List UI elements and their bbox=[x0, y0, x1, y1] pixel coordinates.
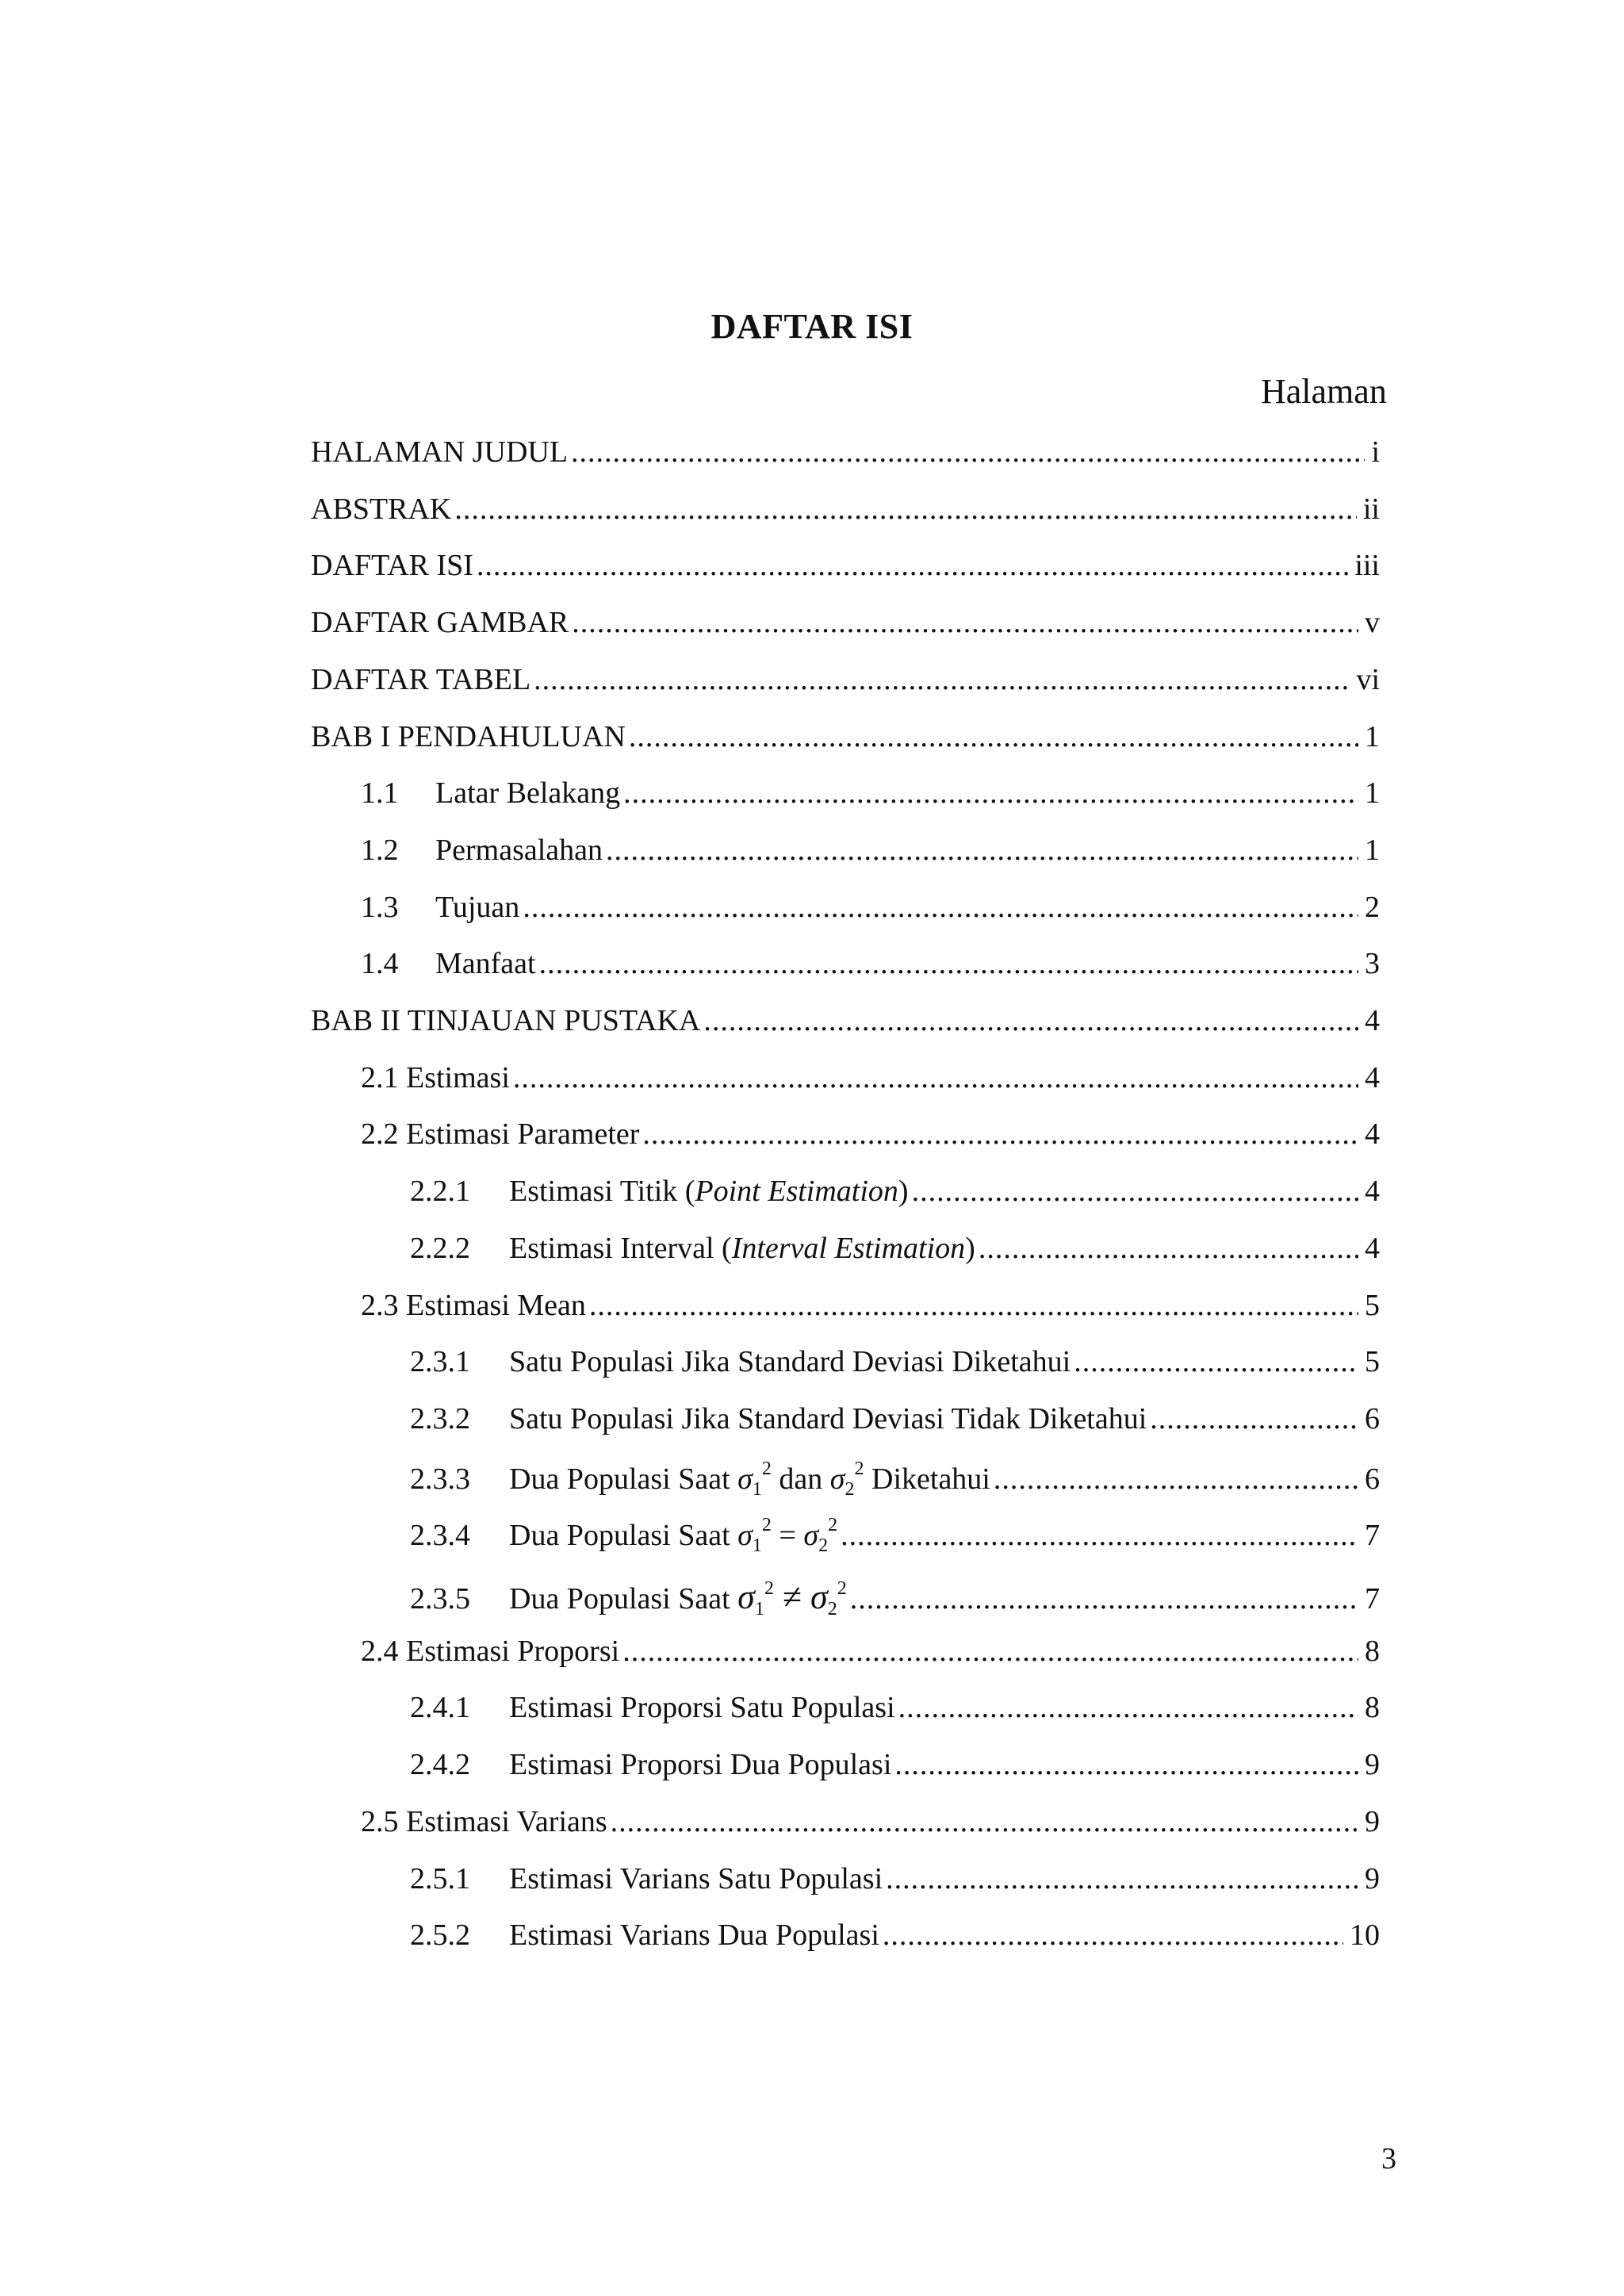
toc-title-segment: Estimasi Interval ( bbox=[509, 1231, 732, 1265]
toc-entry bbox=[410, 1861, 1380, 1912]
dot-leader bbox=[611, 1804, 1358, 1839]
dot-leader bbox=[513, 1060, 1358, 1095]
toc-entry bbox=[361, 833, 1380, 884]
page-title: DAFTAR ISI bbox=[710, 307, 914, 346]
toc-entry-page: 10 bbox=[1350, 1918, 1380, 1953]
toc-entry-title bbox=[435, 776, 620, 811]
toc-title-segment: dan bbox=[771, 1462, 830, 1496]
toc-title-segment: 2.5 Estimasi Varians bbox=[361, 1804, 607, 1838]
dot-leader bbox=[883, 1918, 1343, 1953]
toc-entry-number: 1.2 bbox=[361, 833, 399, 867]
dot-leader bbox=[703, 1003, 1358, 1038]
toc-title-segment: DAFTAR TABEL bbox=[311, 662, 531, 696]
toc-entry bbox=[410, 1577, 1380, 1627]
toc-title-segment: 1 bbox=[752, 1478, 762, 1500]
toc-entry-title bbox=[311, 435, 568, 470]
toc-entry-title bbox=[509, 1344, 1071, 1379]
toc-entry bbox=[311, 605, 1380, 656]
toc-entry-page: 5 bbox=[1365, 1288, 1380, 1322]
toc-entry-page: vi bbox=[1356, 662, 1380, 696]
dot-leader bbox=[571, 435, 1365, 470]
toc-entry-number: 2.2.1 bbox=[410, 1175, 470, 1209]
toc-entry-title bbox=[311, 492, 451, 527]
toc-title-segment: σ bbox=[737, 1462, 753, 1496]
toc-entry-page: 4 bbox=[1365, 1175, 1380, 1209]
toc-title-segment: 1 bbox=[752, 1535, 762, 1557]
toc-entry-page: 9 bbox=[1365, 1748, 1380, 1782]
toc-entry-page: 4 bbox=[1365, 1060, 1380, 1094]
toc-entry bbox=[410, 1690, 1380, 1741]
toc-entry-title bbox=[361, 1117, 639, 1152]
toc-entry-title bbox=[311, 548, 473, 583]
toc-title-segment: Interval Estimation bbox=[731, 1231, 966, 1265]
toc-title-segment: Manfaat bbox=[435, 947, 536, 981]
toc-entry bbox=[361, 776, 1380, 826]
toc-title-segment: 2.2 Estimasi Parameter bbox=[361, 1117, 640, 1152]
toc-entry bbox=[311, 435, 1380, 485]
toc-title-segment: Satu Populasi Jika Standard Deviasi Tidak Diketahui bbox=[509, 1401, 1147, 1435]
toc-title-segment: 2 bbox=[845, 1478, 855, 1500]
dot-leader bbox=[994, 1462, 1358, 1497]
toc-title-segment: DAFTAR GAMBAR bbox=[311, 606, 569, 640]
toc-title-segment: BAB II TINJAUAN PUSTAKA bbox=[311, 1004, 701, 1037]
dot-leader bbox=[912, 1174, 1358, 1209]
toc-title-segment: 2.4 Estimasi Proporsi bbox=[361, 1634, 620, 1668]
toc-title-segment: Dua Populasi Saat bbox=[509, 1582, 738, 1616]
toc-entry-page: 3 bbox=[1365, 947, 1380, 981]
toc-entry-page: 9 bbox=[1365, 1804, 1380, 1838]
toc-title-segment: σ bbox=[803, 1519, 819, 1553]
toc-entry-title bbox=[361, 1288, 586, 1323]
dot-leader bbox=[477, 548, 1348, 583]
toc-entry-page: 1 bbox=[1365, 719, 1380, 753]
dot-leader bbox=[841, 1518, 1358, 1553]
toc-entry bbox=[361, 1060, 1380, 1111]
toc-title-segment: 2 bbox=[827, 1599, 837, 1619]
toc-entry-page: 4 bbox=[1365, 1004, 1380, 1037]
toc-entry-number: 2.4.2 bbox=[410, 1748, 470, 1782]
toc-title-segment: DAFTAR ISI bbox=[311, 549, 473, 583]
toc-entry-title bbox=[435, 890, 519, 925]
toc-entry-number: 2.3.4 bbox=[410, 1519, 470, 1553]
toc-entry-number: 1.3 bbox=[361, 890, 399, 924]
toc-entry-number: 2.2.2 bbox=[410, 1231, 470, 1265]
dot-leader bbox=[589, 1288, 1358, 1323]
toc-entry-page: 4 bbox=[1365, 1117, 1380, 1152]
toc-entry-page: 8 bbox=[1365, 1691, 1380, 1725]
toc-title-segment: ) bbox=[898, 1175, 909, 1209]
dot-leader bbox=[534, 662, 1350, 697]
toc-entry bbox=[311, 492, 1380, 542]
toc-title-segment: 2 bbox=[837, 1578, 847, 1599]
toc-entry-title bbox=[311, 605, 569, 640]
toc-entry-number: 2.3.5 bbox=[410, 1582, 470, 1616]
toc-entry-page: ii bbox=[1362, 492, 1380, 526]
toc-title-segment: σ bbox=[737, 1519, 753, 1553]
toc-entry-title bbox=[509, 1690, 895, 1725]
page-number: 3 bbox=[1381, 2142, 1396, 2175]
dot-leader bbox=[642, 1117, 1358, 1152]
toc-entry-title bbox=[509, 1231, 975, 1266]
toc-title-segment: 2 bbox=[764, 1578, 774, 1599]
toc-entry-title bbox=[435, 833, 603, 868]
toc-entry-page: v bbox=[1365, 606, 1380, 640]
toc-entry-number: 1.1 bbox=[361, 776, 399, 811]
toc-entry-page: 5 bbox=[1365, 1345, 1380, 1379]
toc-entry-page: i bbox=[1371, 435, 1380, 469]
dot-leader bbox=[629, 719, 1358, 754]
toc-entry-number: 2.3.2 bbox=[410, 1401, 470, 1435]
dot-leader bbox=[894, 1747, 1358, 1782]
toc-entry bbox=[311, 719, 1380, 770]
dot-leader bbox=[886, 1861, 1358, 1896]
toc-title-segment: ) bbox=[965, 1231, 975, 1265]
toc-entry-number: 2.3.3 bbox=[410, 1462, 470, 1496]
toc-entry-title bbox=[435, 946, 536, 981]
toc-entry-title bbox=[509, 1401, 1147, 1436]
toc-title-segment: HALAMAN JUDUL bbox=[311, 435, 569, 469]
toc-entry bbox=[410, 1401, 1380, 1452]
toc-title-segment: = bbox=[771, 1519, 804, 1553]
toc-title-segment: 2 bbox=[828, 1515, 838, 1536]
toc-entry-number: 2.3.1 bbox=[410, 1345, 470, 1379]
toc-entry-title bbox=[509, 1515, 837, 1557]
toc-entry-title bbox=[509, 1458, 990, 1501]
toc-title-segment: 2 bbox=[854, 1458, 864, 1479]
toc-entry-title bbox=[361, 1060, 510, 1095]
toc-entry-number: 2.5.1 bbox=[410, 1861, 470, 1895]
toc-title-segment: σ bbox=[829, 1462, 845, 1496]
dot-leader bbox=[979, 1231, 1358, 1266]
toc-entry-title bbox=[361, 1634, 619, 1669]
toc-entry bbox=[361, 946, 1380, 997]
toc-entry bbox=[311, 1003, 1380, 1054]
toc-entry bbox=[361, 1634, 1380, 1685]
toc-entry-page: 4 bbox=[1365, 1231, 1380, 1265]
toc-entry-title bbox=[361, 1804, 607, 1839]
toc-title-segment: Latar Belakang bbox=[435, 776, 621, 811]
toc-title-segment: 2.3 Estimasi Mean bbox=[361, 1288, 586, 1322]
toc-title-segment: Dua Populasi Saat bbox=[509, 1462, 738, 1496]
toc-title-segment: 1 bbox=[754, 1599, 764, 1619]
dot-leader bbox=[1074, 1344, 1358, 1379]
toc-entry-page: 6 bbox=[1365, 1401, 1380, 1435]
dot-leader bbox=[1150, 1401, 1358, 1436]
toc-entry-page: iii bbox=[1354, 549, 1380, 583]
toc-title-segment: Estimasi Varians Dua Populasi bbox=[509, 1918, 879, 1953]
toc-title-segment: BAB I PENDAHULUAN bbox=[311, 719, 626, 753]
toc-title-segment: Estimasi Titik ( bbox=[509, 1175, 695, 1209]
toc-title-segment: 2 bbox=[761, 1515, 772, 1536]
toc-entry bbox=[410, 1174, 1380, 1225]
toc-entry-number: 2.5.2 bbox=[410, 1918, 470, 1953]
toc-title-segment: Estimasi Proporsi Satu Populasi bbox=[509, 1691, 895, 1725]
dot-leader bbox=[898, 1690, 1358, 1725]
toc-title-segment: Point Estimation bbox=[695, 1175, 898, 1209]
toc-title-segment: 2 bbox=[761, 1458, 772, 1479]
toc-entry bbox=[410, 1458, 1380, 1509]
toc-title-segment: Diketahui bbox=[864, 1462, 990, 1496]
toc-entry-title bbox=[311, 719, 626, 754]
dot-leader bbox=[622, 1634, 1358, 1669]
dot-leader bbox=[454, 492, 1357, 527]
toc-entry-page: 6 bbox=[1365, 1462, 1380, 1496]
toc-title-segment: Estimasi Varians Satu Populasi bbox=[509, 1861, 883, 1895]
toc-title-segment: 2 bbox=[818, 1535, 829, 1557]
toc-title-segment: σ bbox=[810, 1577, 828, 1616]
toc-title-segment: 2.1 Estimasi bbox=[361, 1060, 510, 1094]
toc-entry bbox=[311, 548, 1380, 599]
toc-entry-title bbox=[311, 1003, 700, 1038]
toc-entry bbox=[410, 1515, 1380, 1566]
dot-leader bbox=[850, 1581, 1358, 1616]
toc-title-segment: Dua Populasi Saat bbox=[509, 1519, 738, 1553]
toc-entry-number: 2.4.1 bbox=[410, 1691, 470, 1725]
toc-entry-number: 1.4 bbox=[361, 947, 399, 981]
dot-leader bbox=[606, 833, 1358, 868]
toc-entry-page: 8 bbox=[1365, 1634, 1380, 1668]
toc-entry bbox=[361, 1288, 1380, 1339]
toc-entry-page: 7 bbox=[1365, 1519, 1380, 1553]
toc-entry bbox=[410, 1747, 1380, 1798]
toc-title-segment: Permasalahan bbox=[435, 833, 603, 867]
toc-entry-page: 1 bbox=[1365, 776, 1380, 811]
toc-entry-title bbox=[509, 1861, 883, 1896]
dot-leader bbox=[623, 776, 1358, 811]
dot-leader bbox=[523, 890, 1358, 925]
toc-entry bbox=[361, 1117, 1380, 1167]
toc-title-segment: σ bbox=[737, 1577, 755, 1616]
toc-entry bbox=[361, 890, 1380, 941]
toc-entry-title bbox=[509, 1918, 879, 1953]
toc-title-segment: Satu Populasi Jika Standard Deviasi Diketahui bbox=[509, 1345, 1071, 1379]
toc-title-segment: ≠ bbox=[773, 1577, 810, 1616]
toc-entry bbox=[311, 662, 1380, 713]
toc-entry bbox=[410, 1918, 1380, 1968]
toc-entry-title bbox=[509, 1174, 909, 1209]
dot-leader bbox=[572, 605, 1358, 640]
toc-entry-title bbox=[509, 1747, 891, 1782]
toc-entry-page: 7 bbox=[1365, 1582, 1380, 1616]
page-column-label: Halaman bbox=[1261, 372, 1387, 411]
dot-leader bbox=[539, 946, 1358, 981]
toc-entry-title bbox=[311, 662, 530, 697]
toc-entry bbox=[361, 1804, 1380, 1855]
toc-entry bbox=[410, 1344, 1380, 1395]
toc-title-segment: Tujuan bbox=[435, 890, 520, 924]
toc-title-segment: ABSTRAK bbox=[311, 492, 452, 526]
toc-entry-title bbox=[509, 1577, 847, 1620]
toc-entry-page: 1 bbox=[1365, 833, 1380, 867]
toc-entry-page: 2 bbox=[1365, 890, 1380, 924]
toc-title-segment: Estimasi Proporsi Dua Populasi bbox=[509, 1748, 892, 1782]
toc-entry-page: 9 bbox=[1365, 1861, 1380, 1895]
toc-entry bbox=[410, 1231, 1380, 1282]
